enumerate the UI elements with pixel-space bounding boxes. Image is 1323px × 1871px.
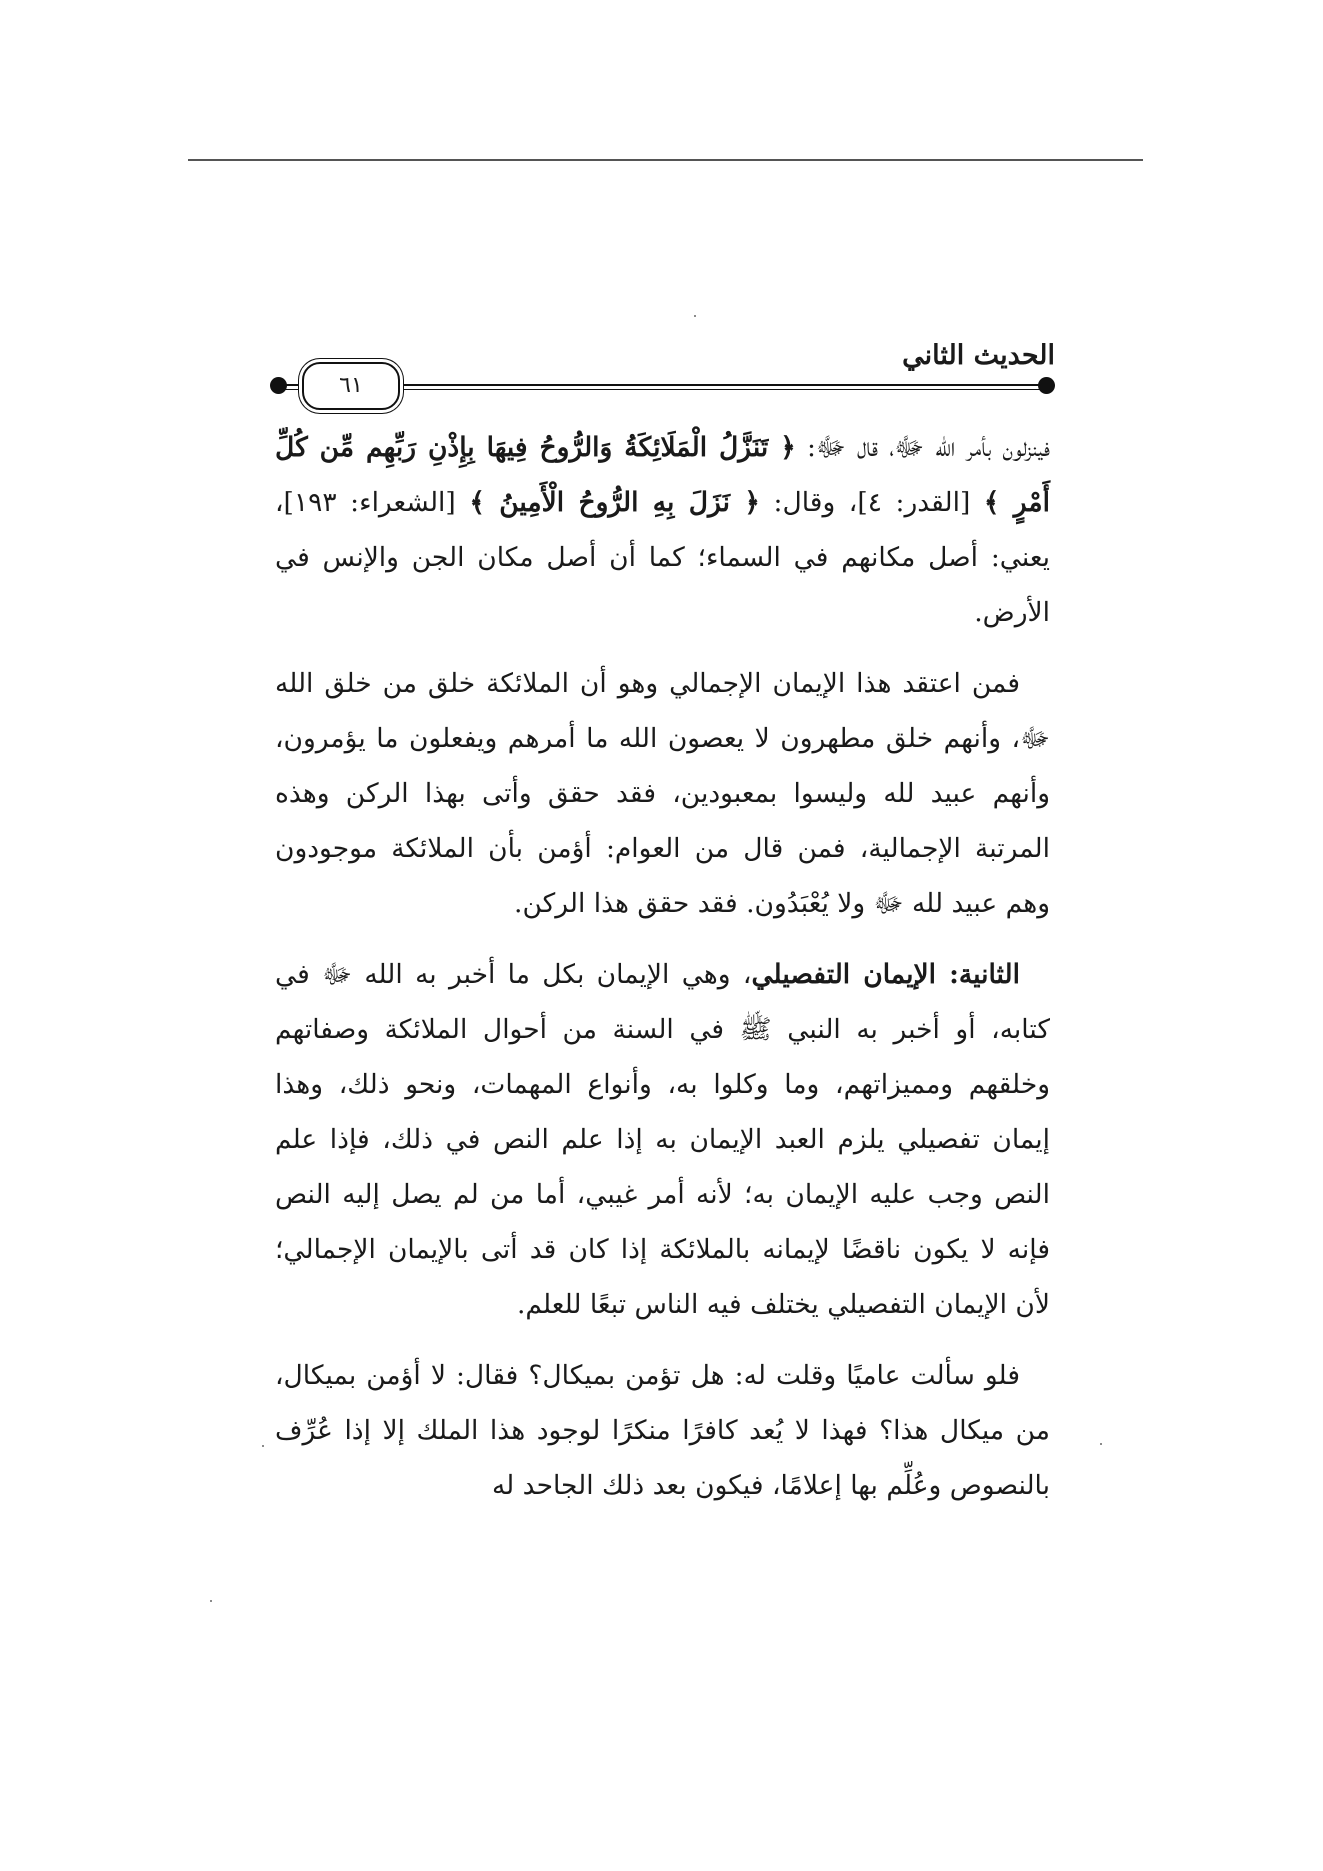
paragraph-text: [القدر: ٤]، وقال: [759, 487, 984, 518]
body-text [275, 420, 1050, 1529]
page-number: ٦١ [302, 362, 400, 410]
paragraph-text: فمن اعتقد هذا الإيمان الإجمالي وهو أن الملائكة خلق من خلق الله ﷻ، وأنهم خلق مطهرون لا يعصون الله ما أمرهم ويفعلون ما يؤمرون، وأنهم عبيد لله وليسوا بمعبودين، فقد حقق وأتى بهذا الركن وهذه المرتبة الإجمالية، فمن قال من العوام: أؤمن بأن الملائكة موجودون وهم عبيد لله ﷻ ولا يُعْبَدُون. فقد حقق هذا الركن. [275, 668, 1050, 919]
running-header [270, 340, 1055, 410]
section-term: الثانية: الإيمان التفصيلي [751, 959, 1020, 990]
scan-speck [694, 315, 696, 317]
paragraph-text: فينزلون بأمر الله ﷻ، قال ﷻ: [795, 432, 1050, 463]
quran-verse: ﴿ نَزَلَ بِهِ الرُّوحُ الْأَمِينُ ﴾ [469, 487, 760, 518]
scan-speck [210, 1600, 212, 1602]
paragraph [275, 656, 1050, 931]
paragraph-text: [الشعراء: ١٩٣]، يعني: أصل مكانهم في السماء؛ كما أن أصل مكان الجن والإنس في الأرض. [275, 487, 1050, 628]
ornament-dot [1038, 377, 1055, 394]
scan-speck [262, 1445, 264, 1447]
scan-top-rule [188, 159, 1143, 161]
chapter-title: الحديث الثاني [902, 340, 1055, 371]
paragraph-text: ، وهي الإيمان بكل ما أخبر به الله ﷻ في كتابه، أو أخبر به النبي ﷺ في السنة من أحوال الملائكة وصفاتهم وخلقهم ومميزاتهم، وما وكلوا به، وأنواع المهمات، ونحو ذلك، وهذا إيمان تفصيلي يلزم العبد الإيمان به إذا علم النص في ذلك، فإذا علم النص وجب عليه الإيمان به؛ لأنه أمر غيبي، أما من لم يصل إليه النص فإنه لا يكون ناقضًا لإيمانه بالملائكة إذا كان قد أتى بالإيمان الإجمالي؛ لأن الإيمان التفصيلي يختلف فيه الناس تبعًا للعلم. [275, 959, 1050, 1320]
paragraph [275, 947, 1050, 1332]
paragraph [275, 1348, 1050, 1513]
paragraph [275, 420, 1050, 640]
quran-verse: ﴿ تَنَزَّلُ الْمَلَائِكَةُ وَالرُّوحُ فِيهَا بِإِذْنِ رَبِّهِم مِّن كُلِّ أَمْرٍ ﴾ [275, 432, 1050, 518]
scan-speck [1100, 1443, 1102, 1445]
ornament-dot [270, 377, 287, 394]
paragraph-text: فلو سألت عاميًا وقلت له: هل تؤمن بميكال؟ فقال: لا أؤمن بميكال، من ميكال هذا؟ فهذا لا يُعد كافرًا منكرًا لوجود هذا الملك إلا إذا عُرِّف بالنصوص وعُلِّم بها إعلامًا، فيكون بعد ذلك الجاحد له [275, 1360, 1050, 1501]
